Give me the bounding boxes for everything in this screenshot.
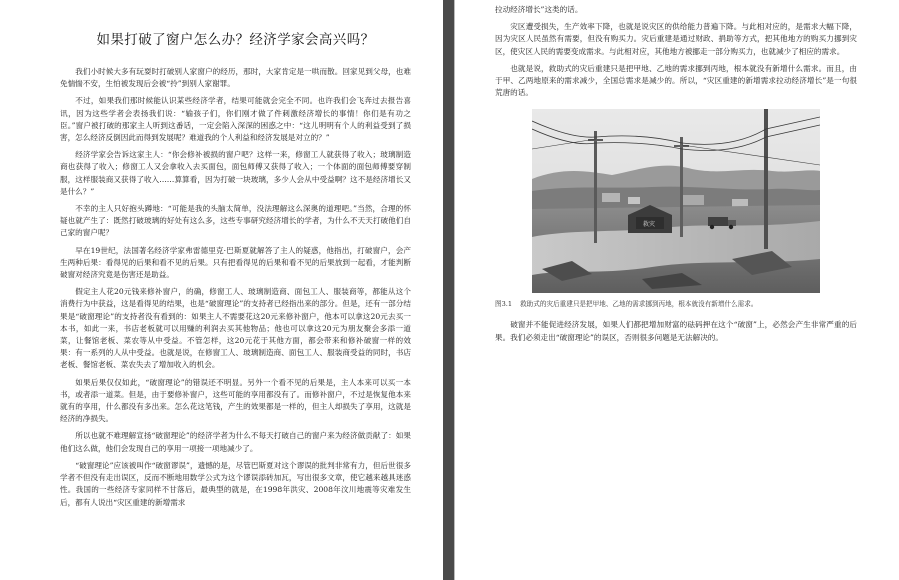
paragraph: “破窗理论”应该被叫作“破窗谬误”，遗憾的是，尽管巴斯夏对这个谬误的批判非常有力，但后世很多学者不但没有走出误区，反而不断地用数学公式为这个谬误添砖加瓦，写出很多文章，使它越来越具迷惑性。我国的一些经济专家同样不甘落后，最典型的就是，在1998年洪灾、2008年汶川地震等灾难发生后，都有人说出“灾区重建的新增需求 [60, 460, 411, 507]
disaster-photo-illustration [532, 109, 820, 293]
paragraph: 我们小时候大多有玩耍时打破别人家窗户的经历，那时，大家肯定是一哄而散。回家见到父母，也难免惴惴不安，生怕被发现后会被“拎”到别人家谢罪。 [60, 67, 411, 89]
paragraph: 所以也就不难理解宣扬“破窗理论”的经济学者为什么不每天打破自己的窗户来为经济做贡献了：如果他们这么做，他们会发现自己的享用一项接一项地减少了。 [60, 431, 411, 453]
figure-caption [495, 299, 857, 309]
right-page [455, 0, 899, 580]
paragraph: 拉动经济增长”这类的话。 [495, 5, 583, 14]
chapter-title: 如果打破了窗户怎么办？经济学家会高兴吗？ [96, 32, 375, 48]
paragraph: 假定主人花20元钱来修补窗户，的确，修窗工人、玻璃制造商、面包工人、服装商等，都能从这个消费行为中获益，这是看得见的结果，也是“破窗理论”的支持者已经指出来的部分。但是，还有一部分结果是“破窗理论”的支持者没有看到的：如果主人不需要花这20元来修补窗户，他本可以拿这20元去买一本书，如此一来，书店老板就可以用赚的利润去买其他物品；他也可以拿这20元为朋友聚会多添一道菜，让餐馆老板、菜农等从中受益。不管怎样，这20元花于其他方面，都会带来和修补破窗一样的效果：有一系列的人从中受益。也就是说，在修窗工人、玻璃制造商、面包工人、服装商受益的同时，书店老板、餐馆老板、菜农失去了增加收入的机会。 [60, 287, 411, 370]
paragraph: 不过，如果我们那时候能认识某些经济学者，结果可能就会完全不同。也许我们会飞奔过去报告喜讯，因为这些学者会表扬我们说：“输孩子们，你们刚才做了件刺激经济增长的事情！你们是有功之臣。”窗户被打破的那家主人听到这番话，一定会陷入深深的困惑之中：“这儿明明有个人的利益受到了损害，怎么经济反倒因此而得到发展呢？难道我的个人利益和经济发展是对立的？” [60, 96, 411, 143]
paragraph: 不幸的主人只好抱头蹲地：“可能是我的头脑太简单，没法理解这么深奥的道理吧。”当然，合理的怀疑也就产生了：既然打破玻璃的好处有这么多，这些专事研究经济增长的学者，为什么不天天打破他们自己家的窗户呢？ [60, 204, 411, 238]
paragraph: 也就是说，救助式的灾后重建只是把甲地、乙地的需求挪到丙地，根本就没有新增什么需求。而且，由于甲、乙两地原来的需求减少，全国总需求是减少的。所以，“灾区重建的新增需求拉动经济增长”是一句很荒唐的话。 [495, 63, 857, 98]
paragraph: 如果后果仅仅如此，“破窗理论”的错误还不明显。另外一个看不见的后果是，主人本来可以买一本书，或者添一道菜。但是，由于要修补窗户，这些可能的享用都没有了。而修补窗户，不过是恢复他本来就有的享用，什么都没有多出来。怎么花这笔钱，产生的效果都是一样的，但主人却损失了享用，这就是经济的净损失。 [60, 377, 411, 424]
tent-sign-text: 救灾 [643, 221, 656, 229]
figure-caption-text: 救助式的灾后重建只是把甲地、乙地的需求挪到丙地，根本就没有新增什么需求。 [520, 300, 758, 309]
paragraph: 早在19世纪，法国著名经济学家弗雷德里克·巴斯夏就解答了主人的疑惑，他指出，打破窗户，会产生两种后果：看得见的后果和看不见的后果。只有把看得见的后果和看不见的后果放到一起看，才能判断破窗对经济究竟是伤害还是助益。 [60, 245, 411, 280]
paragraph: 经济学家会告诉这家主人：“你会修补被损的窗户吧？这样一来，修窗工人就获得了收入；玻璃制造商也获得了收入；修窗工人又会拿收入去买面包，面包师傅又获得了收入；一个体面的面包师傅要穿制服，这样服装商又获得了收入……算算看，因为打破一块玻璃，多少人会从中受益啊？这不是经济增长又是什么？” [60, 150, 411, 196]
figure-label: 图3.1 [495, 300, 513, 309]
paragraph: 灾区遭受损失，生产效率下降，也就是说灾区的供给能力普遍下降。与此相对应的，是需求大幅下降，因为灾区人民虽然有需要，但没有购买力。灾后重建是通过财政、捐助等方式，把其他地方的购买力挪到灾区，使灾区人民的需要变成需求。与此相对应，其他地方被挪走一部分购买力，也就减少了相应的需求。 [495, 22, 857, 56]
paragraph: 破窗并不能促进经济发展，如果人们都把增加财富的砝码押在这个“破窗”上，必然会产生非常严重的后果。我们必须走出“破窗理论”的误区，否则很多问题是无法解决的。 [495, 320, 857, 342]
left-page [0, 0, 443, 580]
disaster-photo [532, 109, 820, 293]
